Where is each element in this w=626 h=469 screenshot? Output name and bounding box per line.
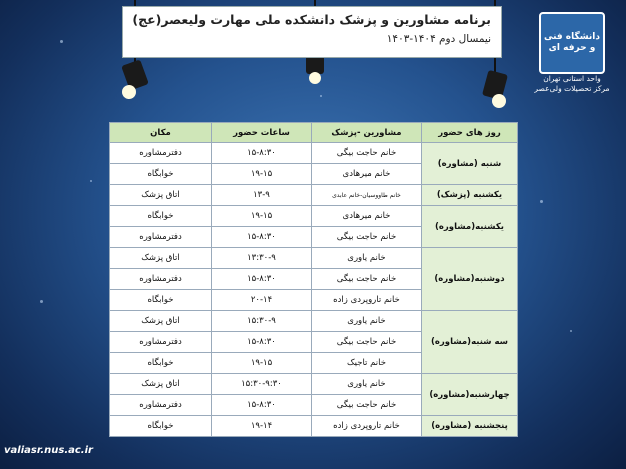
- counselor-cell: خانم حاجت بیگی: [312, 395, 422, 416]
- place-cell: خوابگاه: [110, 164, 212, 185]
- hours-cell: ۱۹-۱۵: [212, 164, 312, 185]
- counselor-cell: خانم یاوری: [312, 311, 422, 332]
- counselor-cell: خانم یاوری: [312, 248, 422, 269]
- hours-cell: ۱۵-۸:۳۰: [212, 395, 312, 416]
- hours-cell: ۱۹-۱۴: [212, 416, 312, 437]
- header-counselor: مشاورین -پزشک: [312, 123, 422, 143]
- place-cell: دفترمشاوره: [110, 395, 212, 416]
- hours-cell: ۱۵-۸:۳۰: [212, 143, 312, 164]
- table-row: [110, 185, 518, 206]
- hours-cell: ۱۹-۱۵: [212, 206, 312, 227]
- day-cell: پنجشنبه (مشاوره): [422, 416, 518, 437]
- place-cell: اتاق پزشک: [110, 374, 212, 395]
- counselor-cell: خانم تاروپردی زاده: [312, 416, 422, 437]
- place-cell: دفترمشاوره: [110, 332, 212, 353]
- day-cell: دوشنبه(مشاوره): [422, 248, 518, 311]
- title-box: [122, 6, 502, 58]
- schedule-table: [109, 122, 518, 437]
- table-header-row: [110, 123, 518, 143]
- table-row: [110, 143, 518, 164]
- table-row: [110, 416, 518, 437]
- hours-cell: ۱۵:۳۰-۹:۳۰: [212, 374, 312, 395]
- hours-cell: ۱۳-۹: [212, 185, 312, 206]
- place-cell: خوابگاه: [110, 290, 212, 311]
- day-cell: چهارشنبه(مشاوره): [422, 374, 518, 416]
- place-cell: اتاق پزشک: [110, 248, 212, 269]
- logo-emblem: دانشگاه فنی و حرفه ای: [539, 12, 605, 74]
- counselor-cell: خانم تاجیک: [312, 353, 422, 374]
- counselor-cell: خانم حاجت بیگی: [312, 269, 422, 290]
- hours-cell: ۱۵-۸:۳۰: [212, 332, 312, 353]
- page-title: برنامه مشاورین و پزشک دانشکده ملی مهارت ولیعصر(عج): [132, 12, 491, 27]
- sparkle: [60, 40, 63, 43]
- hours-cell: ۱۵-۸:۳۰: [212, 227, 312, 248]
- hours-cell: ۱۵-۸:۳۰: [212, 269, 312, 290]
- place-cell: خوابگاه: [110, 206, 212, 227]
- counselor-cell: خانم حاجت بیگی: [312, 332, 422, 353]
- university-logo: [526, 12, 618, 102]
- table-row: [110, 374, 518, 395]
- sparkle: [540, 200, 543, 203]
- day-cell: سه شنبه(مشاوره): [422, 311, 518, 374]
- day-cell: شنبه (مشاوره): [422, 143, 518, 185]
- counselor-cell: خانم یاوری: [312, 374, 422, 395]
- place-cell: دفترمشاوره: [110, 227, 212, 248]
- place-cell: اتاق پزشک: [110, 185, 212, 206]
- hours-cell: ۲۰-۱۴: [212, 290, 312, 311]
- counselor-cell: خانم طاووسیان-خانم عابدی: [312, 185, 422, 206]
- counselor-cell: خانم حاجت بیگی: [312, 143, 422, 164]
- counselor-cell: خانم حاجت بیگی: [312, 227, 422, 248]
- place-cell: دفترمشاوره: [110, 143, 212, 164]
- header-hours: ساعات حضور: [212, 123, 312, 143]
- place-cell: خوابگاه: [110, 416, 212, 437]
- header-day: روز های حضور: [422, 123, 518, 143]
- counselor-cell: خانم میرهادی: [312, 206, 422, 227]
- table-row: [110, 206, 518, 227]
- sparkle: [40, 300, 43, 303]
- hours-cell: ۱۳:۳۰-۹: [212, 248, 312, 269]
- counselor-cell: خانم تاروپردی زاده: [312, 290, 422, 311]
- logo-subtitle-2: مرکز تحصیلات ولی‌عصر: [534, 84, 610, 93]
- day-cell: یکشنبه(مشاوره): [422, 206, 518, 248]
- table-row: [110, 248, 518, 269]
- counselor-cell: خانم میرهادی: [312, 164, 422, 185]
- header-place: مکان: [110, 123, 212, 143]
- sparkle: [570, 330, 572, 332]
- sparkle: [90, 180, 92, 182]
- day-cell: یکشنبه (پزشک): [422, 185, 518, 206]
- table-row: [110, 311, 518, 332]
- hours-cell: ۱۹-۱۵: [212, 353, 312, 374]
- site-watermark: valiasr.nus.ac.ir: [4, 445, 93, 456]
- logo-subtitle-1: واحد استانی تهران: [543, 74, 601, 83]
- place-cell: دفترمشاوره: [110, 269, 212, 290]
- hours-cell: ۱۵:۳۰-۹: [212, 311, 312, 332]
- place-cell: خوابگاه: [110, 353, 212, 374]
- place-cell: اتاق پزشک: [110, 311, 212, 332]
- page-subtitle: نیمسال دوم ۱۴۰۴-۱۴۰۳: [386, 33, 491, 45]
